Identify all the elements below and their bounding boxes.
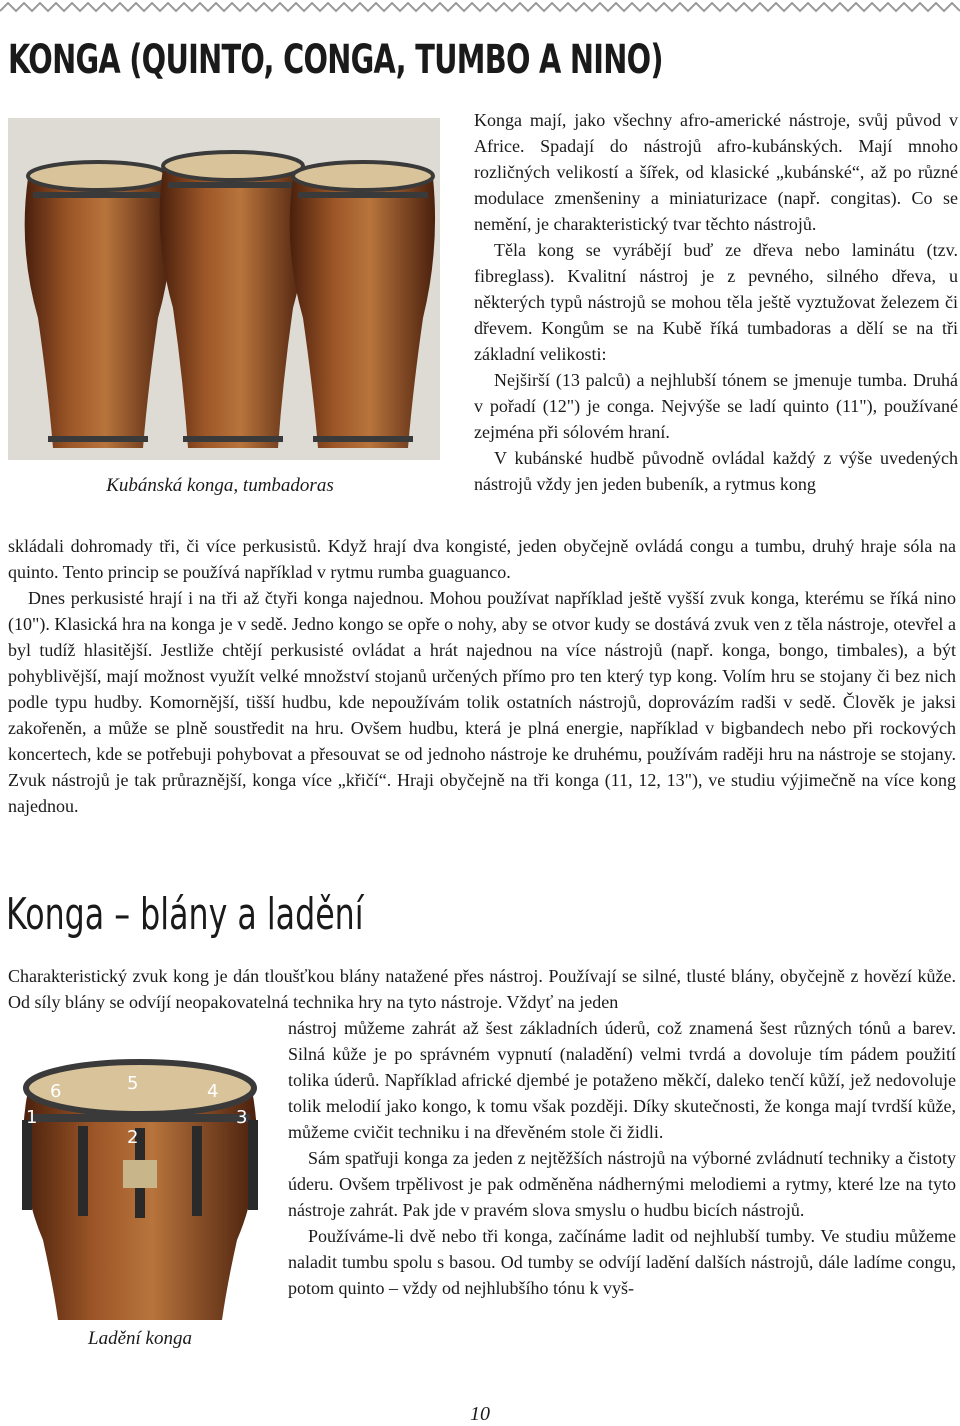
- paragraph: skládali dohromady tři, či více perkusistů. Když hrají dva kongisté, jeden obyčejně ovládá congu a tumbu, druhý hraje sóla na quinto. Tento princip se používá například v rytmu rumba guaguanco.: [8, 536, 956, 582]
- tuning-point-label: 3: [236, 1107, 248, 1128]
- page-title: KONGA (QUINTO, CONGA, TUMBO A NINO): [8, 37, 663, 83]
- body-full-width: [8, 533, 956, 819]
- paragraph: Dnes perkusisté hrají i na tři až čtyři konga najednou. Mohou používat například ještě vyšší zvuk konga, kterému se říká nino (10"). Klasická hra na konga je v sedě. Jedno kongo se opře o nohy, aby se otvor kudy se dostává zvuk ven z těla nástroje, otevřel a byl tudíž hlasitější. Jestliže chtějí perkusisté ovládat a hrát najednou na více nástrojů (např. konga, bongo, timbales), a být pohyblivější, mají možnost využít velké množství stojanů určených přímo pro ten který typ kong. Volím hru se stojany či bez nich podle typu hudby. Komornější, tišší hudbu, kde nepoužívám tolik ostatních nástrojů, doprovázím radši v sedě. Člověk je jaksi zakořeněn, a může se plně soustředit na hru. Ovšem hudbu, která je plná energie, například v bigbandech nebo při rockových koncertech, kde se potřebuji pohybovat a přesouvat se od jednoho nástroje ke druhému, používám raději hru na nástroje se stojany. Zvuk nástrojů je tak průraznější, konga více „křičí“. Hraji obyčejně na tři konga (11, 12, 13"), ve studiu výjimečně na více kong najednou.: [8, 588, 956, 816]
- section-title: Konga – blány a ladění: [6, 889, 364, 940]
- tuning-point-label: 2: [127, 1127, 139, 1148]
- page-number: 10: [470, 1403, 490, 1425]
- section-intro: [8, 963, 956, 1015]
- conga-drums-photo: [8, 118, 440, 460]
- tuning-point-label: 5: [127, 1073, 139, 1094]
- tuning-point-label: 6: [50, 1081, 62, 1102]
- tuning-point-label: 4: [207, 1081, 219, 1102]
- top-zigzag-border: [0, 0, 960, 14]
- intro-column: [474, 107, 958, 497]
- conga-tuning-photo: [8, 1040, 272, 1320]
- paragraph: Sám spatřuji konga za jeden z nejtěžších nástrojů na výborné zvládnutí techniky a čistoty úderu. Ovšem trpělivost je pak odměněna nádhernými melodiemi a rytmy, které lze na tyto nástroje zahrát. Pak jde v pravém slova smyslu o hudbu bicích nástrojů.: [288, 1148, 956, 1220]
- paragraph: Používáme-li dvě nebo tři konga, začínáme ladit od nejhlubší tumby. Ve studiu můžeme naladit tumbu spolu s basou. Od tumby se odvíjí ladění dalších nástrojů, dále ladíme congu, potom quinto – vždy od nejhlubšího tónu k vyš-: [288, 1226, 956, 1298]
- paragraph: Nejširší (13 palců) a nejhlubší tónem se jmenuje tumba. Druhá v pořadí (12") je conga. Nejvýše se ladí quinto (11"), používané zejména při sólovém hraní.: [474, 370, 958, 442]
- tuning-point-label: 1: [26, 1107, 38, 1128]
- photo-caption: Ladění konga: [88, 1328, 192, 1349]
- paragraph: nástroj můžeme zahrát až šest základních úderů, což znamená šest různých tónů a barev. Silná kůže je po správném vypnutí (naladění) velmi tvrdá a dovoluje tím pádem použití tolika úderů. Například africké djembé je potaženo měkčí, daleko tenčí kůží, jež nedovoluje tolik melodií jako kongo, k tomu však později. Díky skutečnosti, že konga mají tvrdší kůže, můžeme cvičit techniku i na dřevěném stole či židli.: [288, 1018, 956, 1142]
- section-column: [288, 1015, 956, 1301]
- photo-caption: Kubánská konga, tumbadoras: [106, 475, 334, 496]
- paragraph: V kubánské hudbě původně ovládal každý z výše uvedených nástrojů vždy jen jeden bubeník, a rytmus kong: [474, 448, 958, 494]
- paragraph: Konga mají, jako všechny afro-americké nástroje, svůj původ v Africe. Spadají do nástrojů afro-kubánských. Mají mnoho rozličných velikostí a šířek, od klasické „kubánské“, až po různé modulace zmenšeniny a miniaturizace (např. congitas). Co se nemění, je charakteristický tvar těchto nástrojů.: [474, 110, 958, 234]
- paragraph: Těla kong se vyrábějí buď ze dřeva nebo laminátu (tzv. fibreglass). Kvalitní nástroj je z pevného, silného dřeva, u některých typů nástrojů se mohou těla ještě vyztužovat železem či dřevem. Kongům se na Kubě říká tumbadoras a dělí se na tři základní velikosti:: [474, 240, 958, 364]
- paragraph: Charakteristický zvuk kong je dán tloušťkou blány natažené přes nástroj. Používají se silné, tlusté blány, obyčejně z hovězí kůže. Od síly blány se odvíjí neopakovatelná technika hry na tyto nástroje. Vždyť na jeden: [8, 966, 956, 1012]
